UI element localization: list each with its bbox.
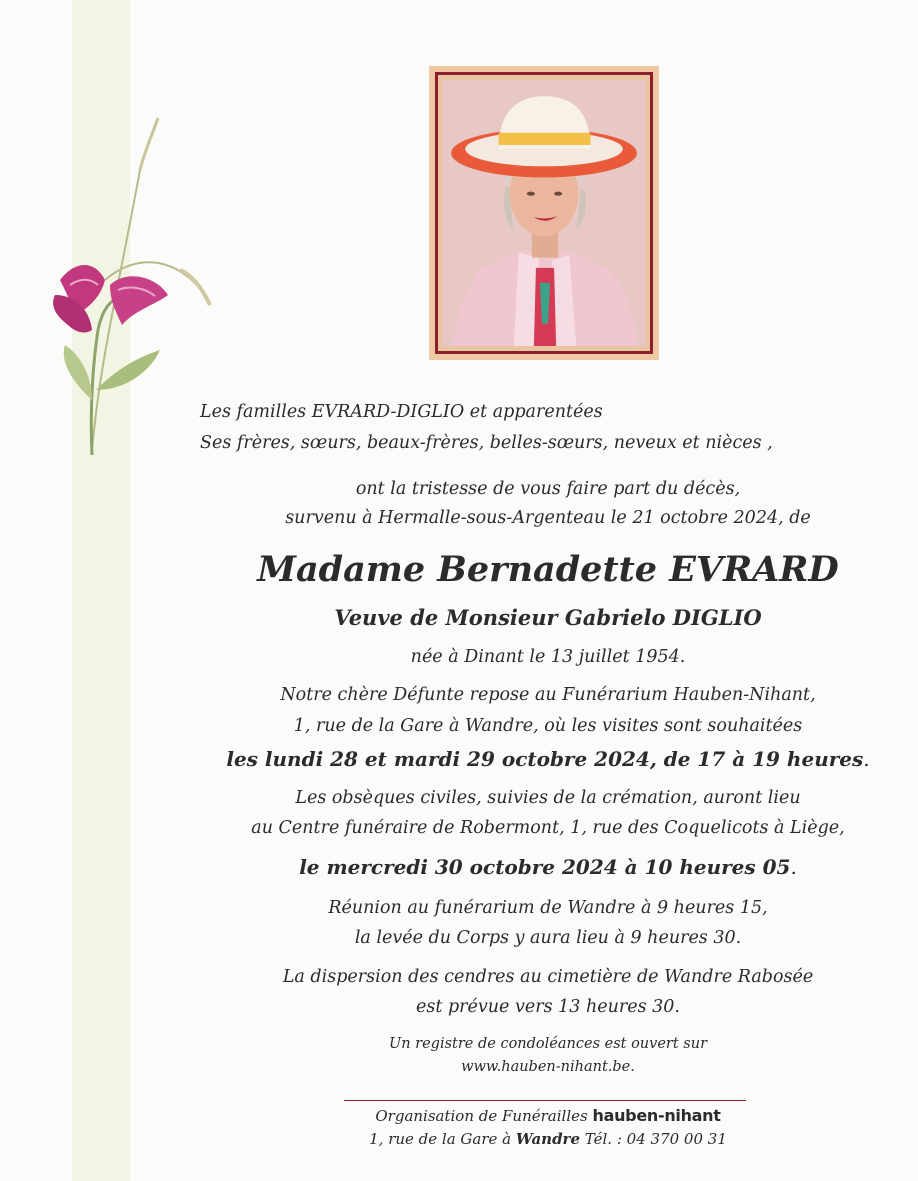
portrait-inner-border	[435, 72, 653, 354]
footer-org-label: Organisation de Funérailles	[375, 1107, 588, 1125]
footer-organisation	[89, 1106, 918, 1125]
visitation-line-1: Notre chère Défunte repose au Funérarium Hauben-Nihant,	[280, 685, 816, 705]
calla-lily-illustration	[30, 110, 220, 470]
deceased-name: Madame Bernadette EVRARD	[257, 549, 839, 590]
announcement-line-1: ont la tristesse de vous faire part du décès,	[355, 479, 741, 499]
footer-phone: Tél. : 04 370 00 31	[584, 1130, 727, 1148]
portrait-frame	[429, 66, 659, 360]
portrait-photo	[443, 80, 645, 346]
birth-info: née à Dinant le 13 juillet 1954.	[410, 647, 686, 667]
dispersion-line-2: est prévue vers 13 heures 30.	[416, 997, 680, 1017]
register-url[interactable]: www.hauben-nihant.be.	[461, 1059, 635, 1075]
visitation-dates	[89, 747, 918, 771]
visitation-dates-period: .	[863, 747, 870, 771]
visitation-dates-text: les lundi 28 et mardi 29 octobre 2024, de 17 à 19 heures	[226, 747, 864, 771]
visitation-line-2: 1, rue de la Gare à Wandre, où les visites sont souhaitées	[293, 716, 803, 736]
funeral-date	[89, 855, 918, 879]
dispersion-line-1: La dispersion des cendres au cimetière de Wandre Rabosée	[282, 967, 814, 987]
footer-address-town: Wandre	[515, 1130, 581, 1148]
funeral-date-period: .	[790, 855, 797, 879]
funeral-line-2: au Centre funéraire de Robermont, 1, rue des Coquelicots à Liège,	[251, 818, 845, 838]
meeting-line-2: la levée du Corps y aura lieu à 9 heures 30.	[354, 928, 742, 948]
funeral-date-text: le mercredi 30 octobre 2024 à 10 heures 05	[299, 855, 791, 879]
announcement-line-2: survenu à Hermalle-sous-Argenteau le 21 octobre 2024, de	[285, 508, 811, 528]
register-line: Un registre de condoléances est ouvert sur	[389, 1036, 707, 1052]
meeting-line-1: Réunion au funérarium de Wandre à 9 heures 15,	[328, 898, 768, 918]
footer-divider	[344, 1100, 746, 1101]
widow-of: Veuve de Monsieur Gabrielo DIGLIO	[334, 605, 762, 630]
families-line-1: Les familles EVRARD-DIGLIO et apparentées	[200, 402, 603, 422]
footer-address-prefix: 1, rue de la Gare à	[369, 1130, 512, 1148]
funeral-line-1: Les obsèques civiles, suivies de la crémation, auront lieu	[295, 788, 801, 808]
brand-logo-text: hauben-nihant	[592, 1106, 721, 1125]
footer-address	[89, 1130, 918, 1148]
families-line-2: Ses frères, sœurs, beaux-frères, belles-sœurs, neveux et nièces ,	[200, 433, 773, 453]
